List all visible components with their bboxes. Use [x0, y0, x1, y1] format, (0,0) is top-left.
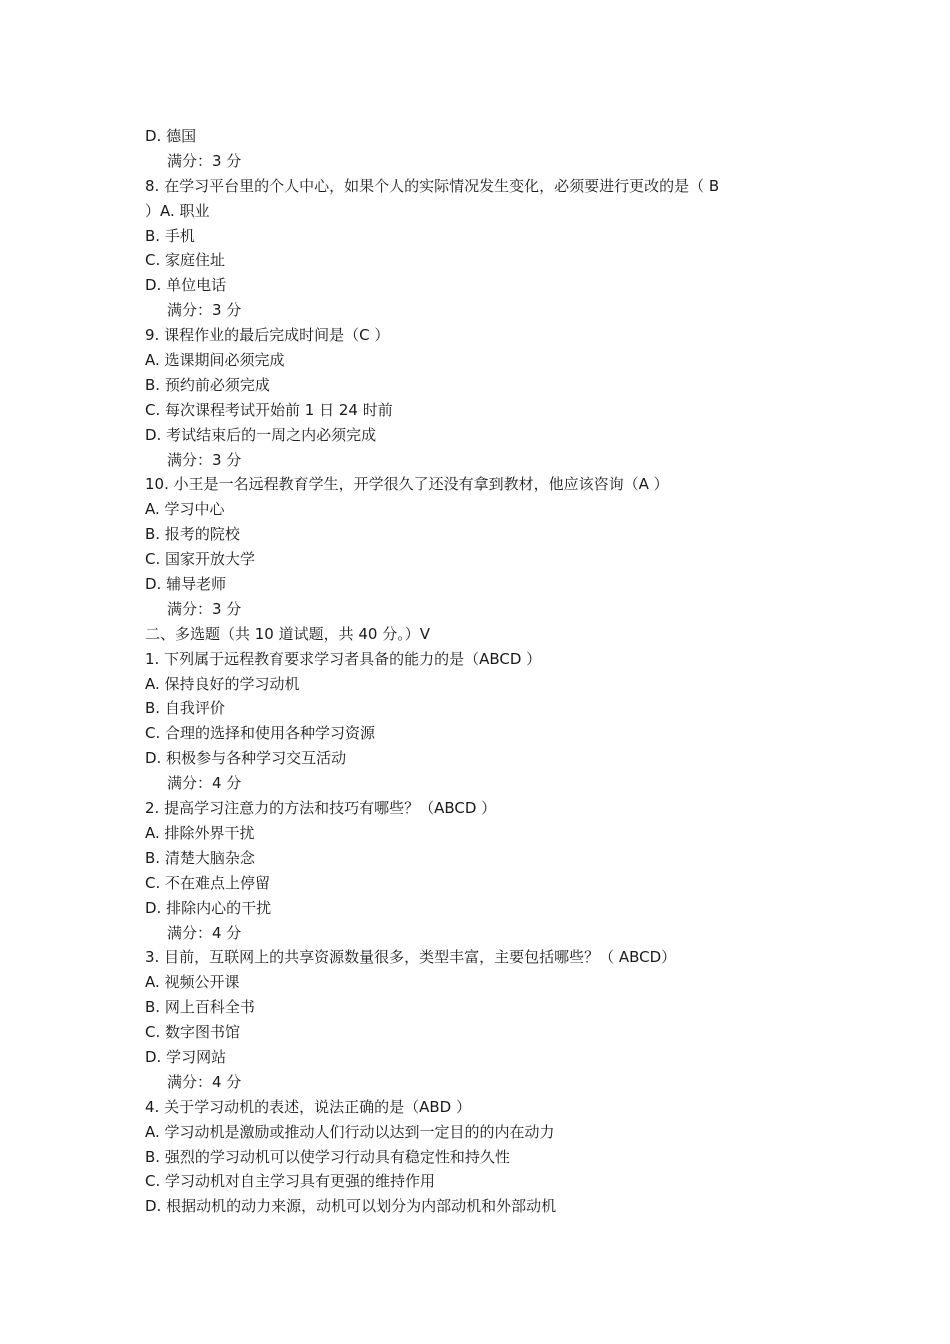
question-text: 9. 课程作业的最后完成时间是（C ） — [145, 326, 390, 345]
score-line: 满分：4 分 — [167, 923, 242, 942]
option-text: B. 报考的院校 — [145, 525, 240, 544]
option-text: A. 选课期间必须完成 — [145, 351, 285, 370]
score-line: 满分：3 分 — [167, 599, 242, 618]
option-text: D. 根据动机的动力来源，动机可以划分为内部动机和外部动机 — [145, 1197, 557, 1216]
option-text: D. 单位电话 — [145, 276, 227, 295]
option-text: A. 学习动机是激励或推动人们行动以达到一定目的的内在动力 — [145, 1122, 555, 1141]
option-text: D. 考试结束后的一周之内必须完成 — [145, 425, 377, 444]
question-text: 2. 提高学习注意力的方法和技巧有哪些？（ABCD ） — [145, 799, 497, 818]
option-text: D. 德国 — [145, 127, 197, 145]
option-text: C. 学习动机对自主学习具有更强的维持作用 — [145, 1172, 436, 1191]
question-text: 1. 下列属于远程教育要求学习者具备的能力的是（ABCD ） — [145, 649, 542, 668]
option-text: B. 网上百科全书 — [145, 998, 255, 1017]
option-text: B. 强烈的学习动机可以使学习行动具有稳定性和持久性 — [145, 1147, 510, 1166]
question-text: 8. 在学习平台里的个人中心，如果个人的实际情况发生变化，必须要进行更改的是（ B — [145, 176, 720, 195]
option-text: B. 自我评价 — [145, 699, 225, 718]
document-body — [145, 124, 825, 1219]
option-text: A. 视频公开课 — [145, 973, 240, 992]
option-text: C. 国家开放大学 — [145, 550, 256, 569]
option-text: A. 学习中心 — [145, 500, 225, 519]
score-line: 满分：3 分 — [167, 450, 242, 469]
option-text: D. 积极参与各种学习交互活动 — [145, 749, 347, 768]
question-text: 4. 关于学习动机的表述，说法正确的是（ABD ） — [145, 1097, 471, 1116]
option-text: C. 合理的选择和使用各种学习资源 — [145, 724, 376, 743]
option-text: C. 数字图书馆 — [145, 1023, 241, 1042]
option-text: D. 排除内心的干扰 — [145, 898, 272, 917]
question-text: 3. 目前，互联网上的共享资源数量很多，类型丰富，主要包括哪些？（ ABCD） — [145, 948, 677, 967]
option-text: A. 排除外界干扰 — [145, 823, 255, 842]
score-line: 满分：4 分 — [167, 774, 242, 793]
option-text: B. 手机 — [145, 226, 195, 245]
option-text: C. 家庭住址 — [145, 251, 226, 270]
score-line: 满分：4 分 — [167, 1072, 242, 1091]
score-line: 满分：3 分 — [167, 301, 242, 320]
option-text: B. 清楚大脑杂念 — [145, 848, 255, 867]
option-text: ）A. 职业 — [145, 201, 210, 220]
option-text: D. 辅导老师 — [145, 575, 227, 594]
option-text: B. 预约前必须完成 — [145, 375, 270, 394]
option-text: D. 学习网站 — [145, 1047, 227, 1066]
option-text: C. 每次课程考试开始前 1 日 24 时前 — [145, 400, 393, 419]
question-text: 10. 小王是一名远程教育学生，开学很久了还没有拿到教材，他应该咨询（A ） — [145, 475, 669, 494]
section-heading: 二、多选题（共 10 道试题，共 40 分。）V — [145, 624, 431, 643]
option-text: A. 保持良好的学习动机 — [145, 674, 300, 693]
option-text: C. 不在难点上停留 — [145, 873, 271, 892]
score-line: 满分：3 分 — [167, 151, 242, 170]
